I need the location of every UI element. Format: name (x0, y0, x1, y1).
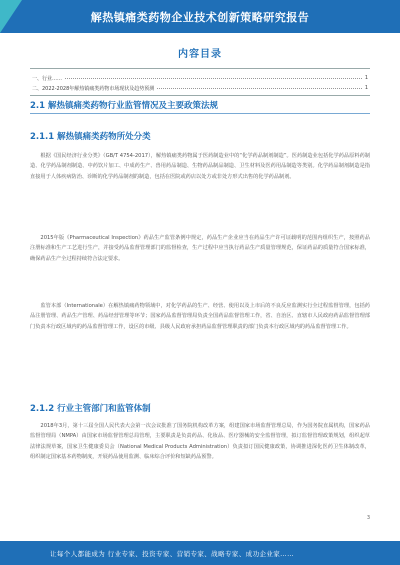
section-heading-2-1-1: 2.1.1 解热镇痛类药物所处分类 (30, 132, 151, 142)
toc-top-rule (30, 68, 370, 69)
paragraph: 根据《国民经济行业分类》（GB/T 4754-2017），解热镇痛类药物属于医药制造业中的“化学药品制剂制造”。医药制造业包括化学药品原料药制造、化学药品制剂制造、中药饮片加工、中成药生产、兽用药品制造、生物药品制品制造、卫生材料及医药用品制造等类别。化学药品制剂制造是指直接用于人体疾病防治、诊断的化学药品制剂的制造，包括在医院或药店以处方或非处方形式出售的化学药品制剂。 (30, 153, 370, 180)
toc-entry-text: 一、行业…… (32, 76, 63, 82)
report-footer-bar (0, 541, 400, 565)
toc-entry-page: 1 (364, 75, 368, 81)
toc-title: 内容目录 (178, 49, 222, 60)
toc-entry[interactable] (32, 75, 368, 82)
report-header-bar (0, 0, 400, 33)
section-heading-2-1: 2.1 解热镇痛类药物行业监管情况及主要政策法规 (30, 101, 219, 111)
toc-leader-dots (32, 78, 362, 79)
document-page (30, 33, 370, 533)
section-rule (30, 113, 370, 114)
toc-entry-page: 1 (364, 85, 368, 91)
footer-slogan: 让每个人都能成为 行业专家、投资专家、营销专家、战略专家、成功企业家…… (50, 550, 294, 558)
paragraph: 2018年3月，第十三届全国人民代表大会第一次会议批准了国务院机构改革方案，组建国家市场监督管理总局，作为国务院直属机构，国家药品监督管理局（NMPA）由国家市场监督管理总局管理，主要职责是负责药品、化妆品、医疗器械的安全监督管理，拟订监督管理政策规划，组织起草法律法规草案，国家卫生健康委员会（National Medical Products Administration）负责拟订国民健康政策，协调推进深化医药卫生体制改革，组织制定国家基本药物制度，开展药品使用监测、临床综合评价和短缺药品预警。 (30, 423, 370, 461)
report-title: 解热镇痛类药物企业技术创新策略研究报告 (90, 11, 310, 24)
page-number: 3 (366, 515, 370, 521)
toc-entry-text: 二、2022-2028年解热镇痛类药物市场现状及趋势预测 (32, 86, 155, 92)
paragraph: 2015年版《Pharmaceutical Inspection》药品生产监管条例中规定，药品生产企业应当在药品生产许可证载明的范围内组织生产，按照药品注册标准和生产工艺进行生产，并接受药品监督管理部门的监督检查，生产过程中应当执行药品生产质量管理规范，保证药品的质量符合国家标准，确保药品生产全过程持续符合法定要求。 (30, 235, 370, 262)
toc-bottom-rule (30, 95, 370, 96)
paragraph: 监管本部（Internationale）在解热镇痛药物领域中，对化学药品的生产、经营、使用以及上市后的不良反应监测实行全过程监督管理，包括药品注册管理、药品生产管理、药品经营管理等环节；国家药品监督管理局负责全国药品监督管理工作，省、自治区、直辖市人民政府药品监督管理部门负责本行政区域内的药品监督管理工作，设区的市级、县级人民政府承担药品监督管理职责的部门负责本行政区域内的药品监督管理工作。 (30, 303, 370, 330)
toc-entry[interactable] (32, 85, 368, 92)
section-heading-2-1-2: 2.1.2 行业主管部门和监管体制 (30, 404, 151, 414)
